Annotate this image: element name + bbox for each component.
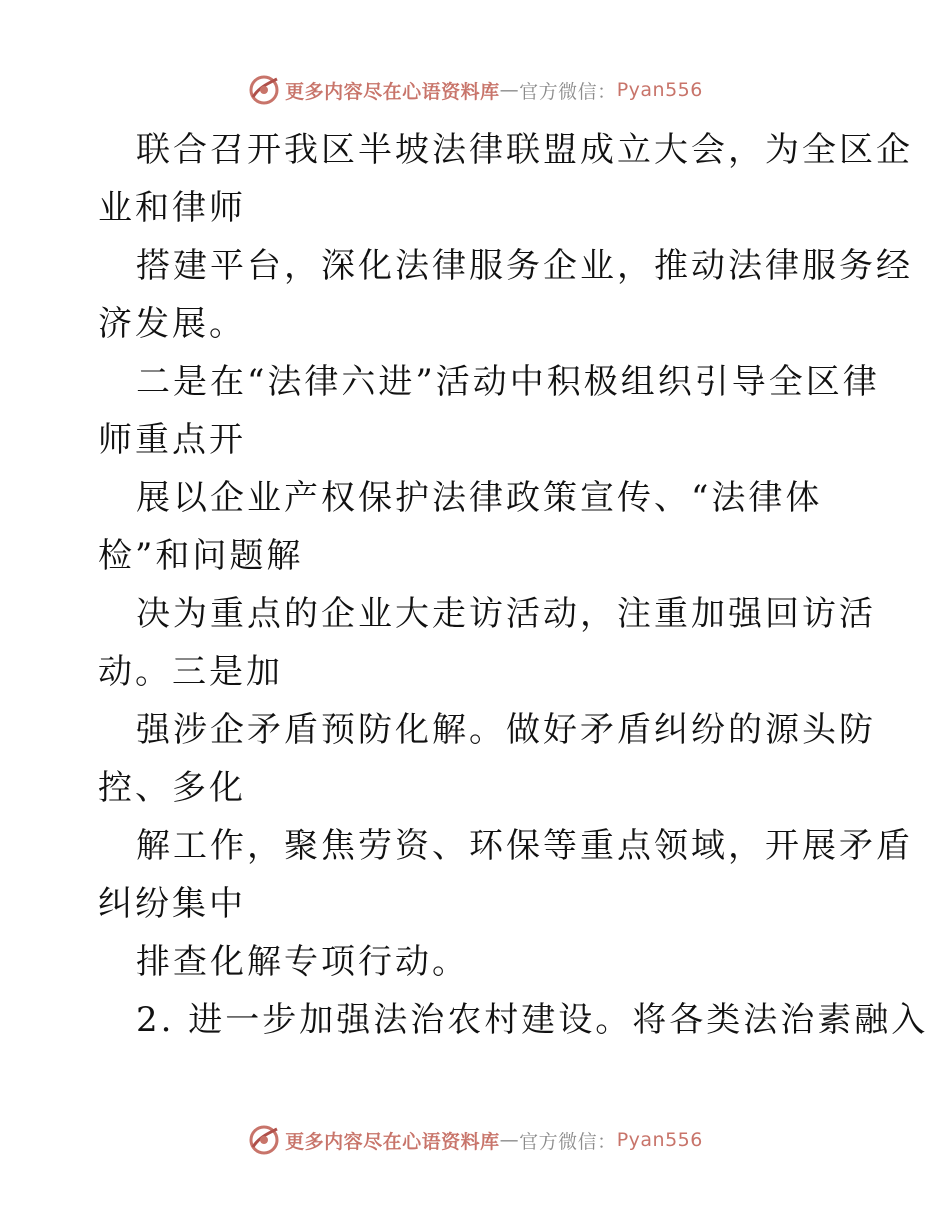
text-line: 检”和问题解 [98, 536, 304, 576]
document-body [98, 121, 929, 1049]
text-line: 师重点开 [98, 420, 246, 460]
text-line: 联合召开我区半坡法律联盟成立大会，为全区企 [136, 130, 913, 170]
banner-lead-text: 更多内容尽在心语资料库 [285, 1130, 500, 1153]
banner-separator: — [499, 79, 520, 101]
text-line: 搭建平台，深化法律服务企业，推动法律服务经 [136, 246, 913, 286]
text-line: 控、多化 [98, 768, 246, 808]
text-line: 展以企业产权保护法律政策宣传、“法律体 [136, 478, 823, 518]
banner-lead-text: 更多内容尽在心语资料库 [285, 80, 500, 103]
banner-wechat-handle: Pyan556 [616, 79, 703, 101]
text-line: 二是在“法律六进”活动中积极组织引导全区律 [136, 362, 880, 402]
text-line: 强涉企矛盾预防化解。做好矛盾纠纷的源头防 [136, 710, 876, 750]
text-line: 2. 进一步加强法治农村建设。将各类法治素融入 [136, 1000, 929, 1040]
text-line: 动。三是加 [98, 652, 283, 692]
text-line: 业和律师 [98, 188, 246, 228]
text-line: 纠纷集中 [98, 884, 246, 924]
banner-wechat-handle: Pyan556 [616, 1129, 703, 1151]
banner-wechat-label: 官方微信： [519, 1130, 617, 1153]
text-line: 决为重点的企业大走访活动，注重加强回访活 [136, 594, 876, 634]
text-line: 解工作，聚焦劳资、环保等重点领域，开展矛盾 [136, 826, 913, 866]
footer-watermark-banner [0, 1120, 950, 1160]
header-watermark-banner [0, 70, 950, 110]
banner-wechat-label: 官方微信： [519, 80, 617, 103]
brand-logo-icon [247, 1123, 281, 1157]
text-line: 济发展。 [98, 304, 246, 344]
brand-logo-icon [247, 73, 281, 107]
banner-separator: — [499, 1129, 520, 1151]
text-line: 排查化解专项行动。 [136, 942, 469, 982]
